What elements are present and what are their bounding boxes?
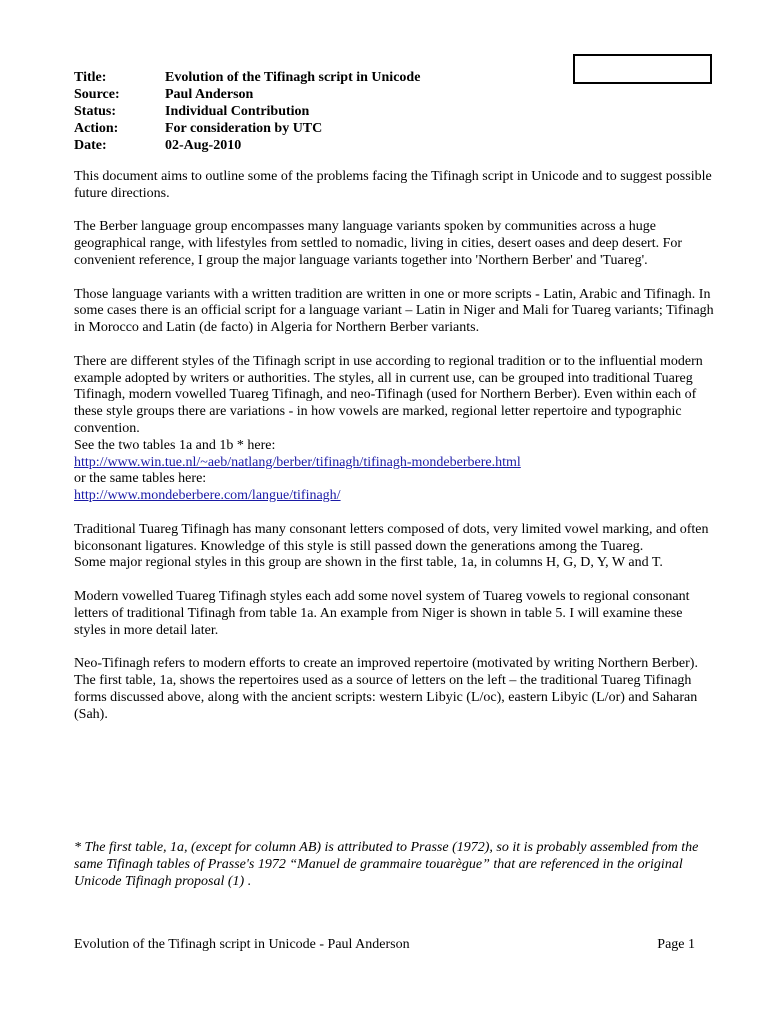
paragraph-berber-group: The Berber language group encompasses many language variants spoken by communities across a huge geographical range, with lifestyles from settled to nomadic, living in cities, desert oases and deep desert. For convenient reference, I group the major language variants together into 'Northern Berber' and 'Tuareg'. (74, 219, 683, 268)
paragraph-traditional-tuareg (74, 522, 714, 572)
tifinagh-table-link[interactable]: http://www.win.tue.nl/~aeb/natlang/berber/tifinagh/tifinagh-mondeberbere.html (74, 454, 521, 470)
document-header (74, 69, 420, 154)
header-value: 02-Aug-2010 (165, 138, 242, 153)
page-footer (74, 937, 695, 953)
header-row-title (74, 69, 420, 86)
document-body (74, 169, 714, 740)
header-row-action (74, 120, 420, 137)
empty-box (573, 54, 712, 84)
paragraph-modern-vowelled: Modern vowelled Tuareg Tifinagh styles each add some novel system of Tuareg vowels to regional consonant letters of traditional Tifinagh from table 1a. An example from Niger is shown in table 5. I will examine these styles in more detail later. (74, 588, 690, 638)
header-row-status (74, 103, 420, 120)
or-same-tables-text: or the same tables here: (74, 471, 207, 487)
header-value: For consideration by UTC (165, 121, 323, 136)
header-key: Action: (74, 121, 119, 136)
paragraph-written-tradition: Those language variants with a written tradition are written in one or more scripts - Latin, Arabic and Tifinagh. In some cases there is an official script for a language variant – Latin in Niger and Mali for Tuareg variants; Tifinagh in Morocco and Latin (de facto) in Algeria for Northern Berber variants. (74, 286, 714, 336)
page-number: Page 1 (657, 937, 695, 952)
header-row-source (74, 86, 420, 103)
see-tables-text: See the two tables 1a and 1b * here: (74, 437, 276, 453)
regional-styles-text: Some major regional styles in this group are shown in the first table, 1a, in columns H, G, D, Y, W and T. (74, 555, 663, 571)
paragraph-styles (74, 354, 714, 505)
header-key: Source: (74, 87, 120, 102)
paragraph-intro: This document aims to outline some of the problems facing the Tifinagh script in Unicode and to suggest possible future directions. (74, 169, 712, 201)
traditional-text: Traditional Tuareg Tifinagh has many consonant letters composed of dots, very limited vowel marking, and often biconsonant ligatures. Knowledge of this style is still passed down the generations among the Tuareg. (74, 521, 709, 554)
header-key: Date: (74, 138, 107, 153)
footer-title: Evolution of the Tifinagh script in Unicode - Paul Anderson (74, 937, 410, 952)
header-key: Status: (74, 104, 117, 119)
paragraph-neo-tifinagh: Neo-Tifinagh refers to modern efforts to create an improved repertoire (motivated by writing Northern Berber). The first table, 1a, shows the repertoires used as a source of letters on the left – the traditional Tuareg Tifinagh forms discussed above, along with the ancient scripts: western Libyic (L/oc), eastern Libyic (L/or) and Saharan (Sah). (74, 656, 698, 722)
styles-text: There are different styles of the Tifinagh script in use according to regional tradition or to the influential modern example adopted by writers or authorities. The styles, all in current use, can be grouped into traditional Tuareg Tifinagh, modern vowelled Tuareg Tifinagh, and neo-Tifinagh (used for Northern Berber). Even within each of these style groups there are variations - in how vowels are marked, regional letter repertoire and typographic convention. (74, 353, 703, 436)
header-key: Title: (74, 70, 107, 85)
mondeberbere-link[interactable]: http://www.mondeberbere.com/langue/tifinagh/ (74, 488, 341, 504)
footnote: * The first table, 1a, (except for column AB) is attributed to Prasse (1972), so it is probably assembled from the same Tifinagh tables of Prasse's 1972 “Manuel de grammaire touarègue” that are referenced in the original Unicode Tifinagh proposal (1) . (74, 840, 699, 889)
header-value: Evolution of the Tifinagh script in Unicode (165, 70, 421, 85)
header-value: Paul Anderson (165, 87, 254, 102)
header-row-date (74, 137, 420, 154)
header-value: Individual Contribution (165, 104, 310, 119)
